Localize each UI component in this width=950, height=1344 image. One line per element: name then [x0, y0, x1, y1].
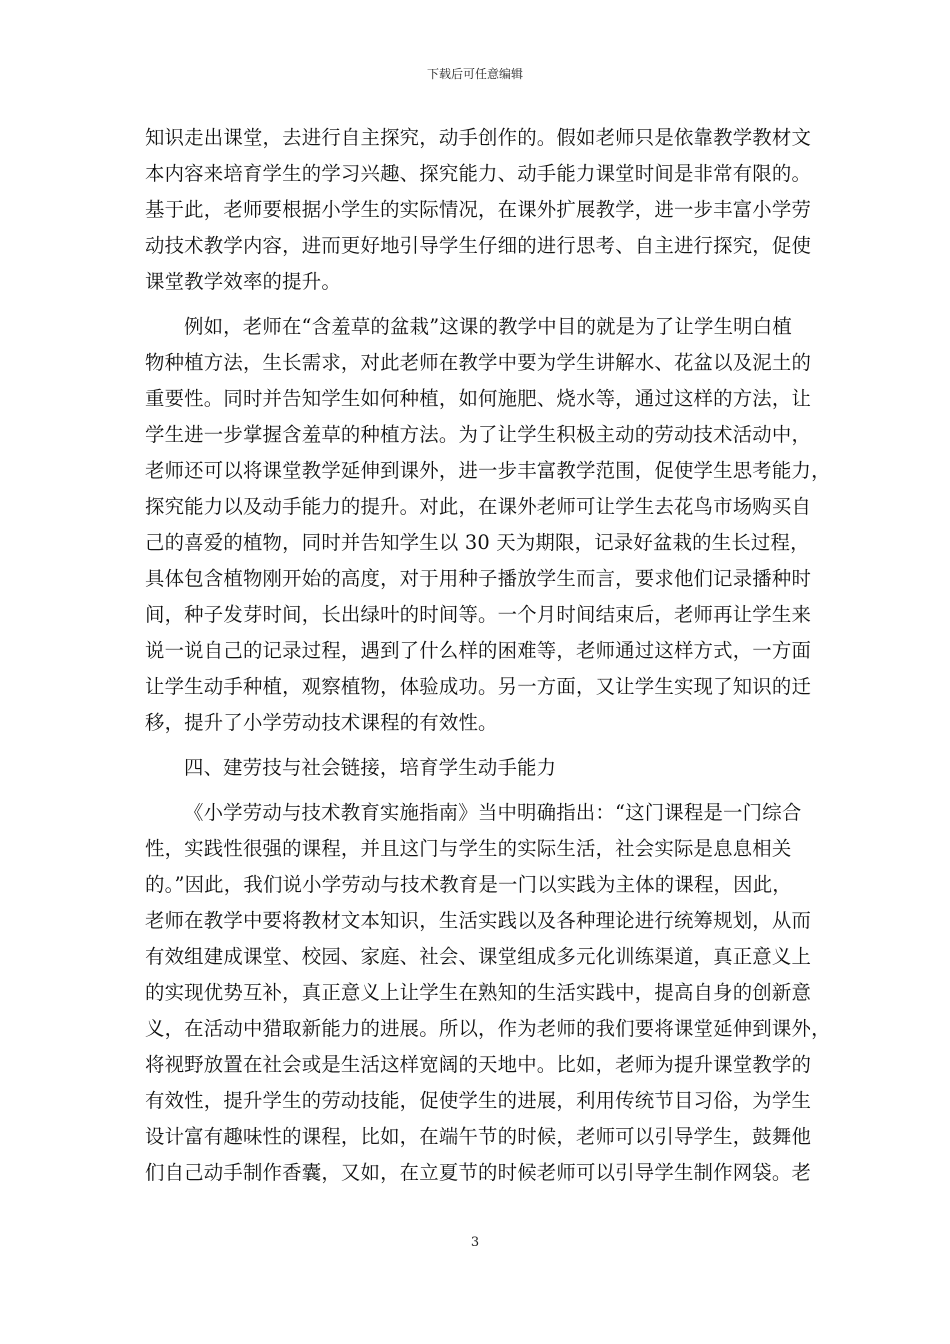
text-line: 们自己动手制作香囊，又如，在立夏节的时候老师可以引导学生制作网袋。老 [145, 1161, 812, 1184]
text-line: 的。”因此，我们说小学劳动与技术教育是一门以实践为主体的课程，因此， [145, 873, 792, 896]
text-line: 老师还可以将课堂教学延伸到课外，进一步丰富教学范围，促使学生思考能力， [145, 459, 831, 482]
paragraph-first-line: 《小学劳动与技术教育实施指南》当中明确指出：“这门课程是一门综合 [184, 801, 802, 824]
text-line: 性，实践性很强的课程，并且这门与学生的实际生活，社会实际是息息相关 [145, 837, 792, 860]
text-line: 本内容来培育学生的学习兴趣、探究能力、动手能力课堂时间是非常有限的。 [145, 162, 812, 185]
page-number: 3 [470, 1235, 480, 1250]
section-heading: 四、建劳技与社会链接，培育学生动手能力 [184, 756, 557, 779]
text-line: 重要性。同时并告知学生如何种植，如何施肥、烧水等，通过这样的方法，让 [145, 387, 812, 410]
text-line: 移，提升了小学劳动技术课程的有效性。 [145, 711, 498, 734]
text-line: 基于此，老师要根据小学生的实际情况，在课外扩展教学，进一步丰富小学劳 [145, 198, 812, 221]
text-line: 将视野放置在社会或是生活这样宽阔的天地中。比如，老师为提升课堂教学的 [145, 1053, 812, 1076]
text-line: 让学生动手种植，观察植物，体验成功。另一方面，又让学生实现了知识的迁 [145, 675, 812, 698]
text-line: 设计富有趣味性的课程，比如，在端午节的时候，老师可以引导学生，鼓舞他 [145, 1125, 812, 1148]
text-line: 老师在教学中要将教材文本知识，生活实践以及各种理论进行统筹规划，从而 [145, 909, 812, 932]
text-line: 课堂教学效率的提升。 [145, 270, 341, 293]
text-line: 知识走出课堂，去进行自主探究，动手创作的。假如老师只是依靠教学教材文 [145, 126, 812, 149]
text-line: 有效组建成课堂、校园、家庭、社会、课堂组成多元化训练渠道，真正意义上 [145, 945, 812, 968]
text-line: 义，在活动中猎取新能力的进展。所以，作为老师的我们要将课堂延伸到课外， [145, 1017, 831, 1040]
paragraph-first-line: 例如，老师在“含羞草的盆栽”这课的教学中目的就是为了让学生明白植 [184, 315, 792, 338]
page-header: 下载后可任意编辑 [426, 67, 523, 81]
text-line: 的实现优势互补，真正意义上让学生在熟知的生活实践中，提高自身的创新意 [145, 981, 812, 1004]
text-line: 物种植方法，生长需求，对此老师在教学中要为学生讲解水、花盆以及泥土的 [145, 351, 812, 374]
text-line: 己的喜爱的植物，同时并告知学生以 30 天为期限，记录好盆栽的生长过程， [145, 531, 810, 554]
text-line: 动技术教学内容，进而更好地引导学生仔细的进行思考、自主进行探究，促使 [145, 234, 812, 257]
text-line: 有效性，提升学生的劳动技能，促使学生的进展，利用传统节目习俗，为学生 [145, 1089, 812, 1112]
text-line: 学生进一步掌握含羞草的种植方法。为了让学生积极主动的劳动技术活动中， [145, 423, 812, 446]
text-line: 说一说自己的记录过程，遇到了什么样的困难等，老师通过这样方式，一方面 [145, 639, 812, 662]
text-line: 探究能力以及动手能力的提升。对此，在课外老师可让学生去花鸟市场购买自 [145, 495, 812, 518]
text-line: 间，种子发芽时间，长出绿叶的时间等。一个月时间结束后，老师再让学生来 [145, 603, 812, 626]
text-line: 具体包含植物刚开始的高度，对于用种子播放学生而言，要求他们记录播种时 [145, 567, 812, 590]
